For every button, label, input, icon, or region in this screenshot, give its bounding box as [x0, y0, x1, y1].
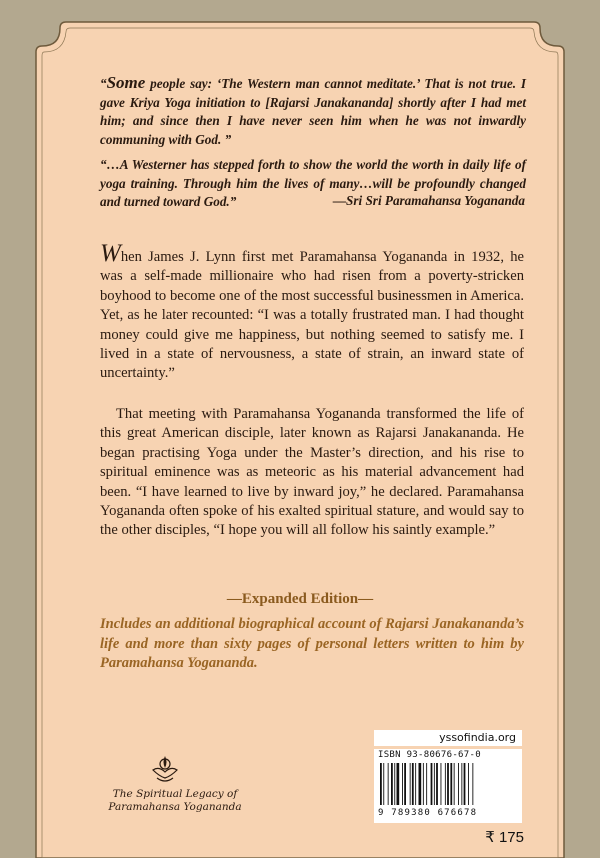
drop-cap: W	[100, 240, 121, 267]
barcode-bar	[410, 763, 411, 805]
barcode-bar	[397, 763, 400, 805]
barcode-bar	[450, 763, 452, 805]
lotus-emblem-icon	[148, 754, 182, 784]
barcode-bar	[445, 763, 446, 805]
website-url: yssofindia.org	[439, 731, 516, 744]
barcode-bar	[426, 763, 427, 805]
barcode-bars	[378, 763, 520, 805]
barcode-bar	[464, 763, 466, 805]
barcode-bar	[402, 763, 403, 805]
barcode-bar	[380, 763, 382, 805]
barcode-bar	[419, 763, 422, 805]
barcode-bar	[454, 763, 455, 805]
barcode-bar	[404, 763, 406, 805]
barcode-bar	[383, 763, 384, 805]
barcode-bar	[447, 763, 449, 805]
barcode-bar	[431, 763, 433, 805]
legacy-line-1: The Spiritual Legacy of	[112, 788, 238, 800]
yogananda-quote-2: “…A Westerner has stepped forth to show the world the worth in daily life of yoga training. Through him the lives of many…will be profoundly changed and turned toward God.”	[100, 157, 526, 209]
barcode-number: 9 789380 676678	[378, 808, 478, 818]
edition-description: Includes an additional biographical account of Rajarsi Janakananda’s life and more than sixty pages of personal letters written to him by Paramahansa Yogananda.	[100, 616, 524, 671]
quote-first-word: Some	[106, 73, 146, 92]
barcode-bar	[423, 763, 424, 805]
quote-open-mark: “	[100, 76, 107, 91]
barcode-bar	[434, 763, 435, 805]
quote-1-text: people say: ‘The Western man cannot meditate.’ That is not true. I gave Kriya Yoga initiation to [Rajarsi Janakananda] shortly after I had met him; and since then I have never seen him when he was not inwardly communing with God. ”	[100, 76, 526, 147]
isbn-text: ISBN 93-80676-67-0	[378, 750, 481, 760]
barcode-bar	[412, 763, 414, 805]
paragraph-1-text: hen James J. Lynn first met Paramahansa Yogananda in 1932, he was a self-made millionaire who had risen from a poverty-stricken boyhood to become one of the most successful businessmen in America. Yet, as he later recounted: “I was a totally frustrated man. I had thought money could give me happiness, but nothing seemed to satisfy me. I lived in a state of nervousness, a state of strain, an inward state of uncertainty.”	[100, 249, 524, 382]
body-paragraph-1	[100, 240, 524, 384]
barcode-bar	[468, 763, 469, 805]
expanded-edition-heading: —Expanded Edition—	[226, 591, 374, 607]
website-label	[374, 730, 522, 746]
barcode-bar	[391, 763, 393, 805]
barcode-bar	[388, 763, 389, 805]
barcode-bar	[436, 763, 438, 805]
barcode-bar	[472, 763, 473, 805]
body-paragraph-2: That meeting with Paramahansa Yogananda transformed the life of this great American disciple, later known as Rajarsi Janakananda. He began practising Yoga under the Master’s direction, and his rise to spiritual eminence was as meteoric as his material advancement had been. “I have learned to live by inward joy,” he declared. Paramahansa Yogananda often spoke of his exalted spiritual stature, and would say to the other disciples, “I hope you will all follow his saintly example.”	[100, 406, 524, 539]
barcode-bar	[458, 763, 459, 805]
quote-attribution: —Sri Sri Paramahansa Yogananda	[332, 193, 525, 208]
barcode-bar	[441, 763, 442, 805]
barcode-bar	[461, 763, 462, 805]
spiritual-legacy-logo	[100, 788, 250, 814]
yogananda-quote-1	[100, 74, 526, 149]
barcode-bar	[415, 763, 416, 805]
legacy-line-2: Paramahansa Yogananda	[108, 801, 242, 813]
price-tag: ₹ 175	[485, 829, 524, 846]
barcode-bar	[394, 763, 395, 805]
